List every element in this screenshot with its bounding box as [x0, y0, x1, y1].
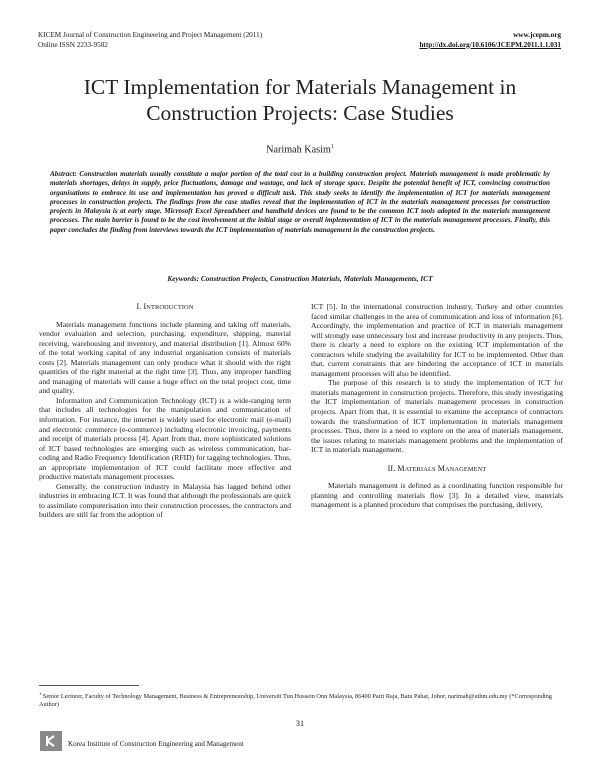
journal-name: KICEM Journal of Construction Engineering and Project Management (2011): [38, 31, 263, 39]
footnote-text: Senior Lecturer, Faculty of Technology Management, Business & Entrepreneurship, Universiti Tun Hussein Onn Malaysia, 86400 Parit Raja, Batu Pahat, Johor, narimah@uthm.edu.my (*Corresponding Author): [39, 693, 552, 709]
doi-link[interactable]: http://dx.doi.org/10.6106/JCEPM.2011.1.1.031: [419, 40, 561, 49]
author-footnote-mark: 1: [330, 144, 334, 150]
paragraph: Materials management is defined as a coordinating function responsible for planning and controlling materials flow [3]. In a detailed view, materials management is a planned procedure that comprises the purchasing, delivery,: [311, 481, 563, 510]
section-heading-materials-management: [311, 464, 563, 475]
section-initial: M: [397, 463, 405, 473]
title-line-1: ICT Implementation for Materials Management in: [83, 75, 517, 99]
journal-issn: Online ISSN 2233-9582: [38, 40, 108, 49]
footnote: [39, 690, 561, 710]
right-column: [311, 302, 563, 510]
publisher-name: Korea Institute of Construction Engineering and Management: [68, 740, 244, 748]
paragraph: ICT [5]. In the international construction industry, Turkey and other countries faced similar challenges in the area of communication and loss of information [6]. Accordingly, the implementation and practice of ICT in materials management will strongly ease unnecessary lost and increase productivity in any projects. Thus, there is clearly a need to explore on the existing ICT implementation of the contractors while studying the availability for ICT to be implemented. Other than that, current constraints that are hindering the acceptance of ICT in materials management processes will also be identified.: [311, 302, 563, 378]
keywords-text: Construction Projects, Construction Materials, Materials Managements, ICT: [200, 274, 433, 283]
left-column: [39, 302, 291, 520]
section-rest: NTRODUCTION: [146, 304, 194, 311]
footnote-rule: [39, 685, 139, 686]
abstract-text: Construction materials usually constitute a major portion of the total cost in a building construction project. Materials management is made problematic by materials shortages, delays in supply, price fluctuations, damage and wastage, and lack of storage space. Despite the potential benefit of ICT, convincing construction organisations to embrace its use and implementation has proved a difficult task. This study seeks to identify the implementation of ICT for materials management processes in construction projects. The findings from the case studies reveal that the implementation of ICT in the materials management processes for construction projects in Malaysia is at early stage. Microsoft Excel Spreadsheet and handheld devices are found to be the common ICT tools adopted in the materials management processes. The main barrier is found to be the cost involvement at the initial stage or overall implementation of ICT in the materials management processes. Finally, this paper concludes the finding from interviews towards the ICT implementation of materials management in the construction projects.: [50, 170, 550, 234]
page-number: 31: [295, 719, 305, 728]
section-rest: ANAGEMENT: [444, 465, 487, 473]
keywords: [0, 274, 600, 283]
logo-mark-icon: [44, 734, 58, 748]
section-number: I.: [136, 302, 142, 311]
section-heading-introduction: [39, 302, 291, 313]
paragraph: The purpose of this research is to study the implementation of ICT for materials management in construction projects. Therefore, this study investigating the ICT implementation of materials management processes in construction projects. Apart from that, it is essential to examine the acceptance of contractors towards the transformation of ICT implementation in materials management processes. Thus, there is a need to explore on the area of materials management, the issues relating to materials management problems and the implementation of ICT in materials management.: [311, 378, 563, 455]
journal-header: [38, 31, 262, 50]
paragraph: Generally, the construction industry in Malaysia has lagged behind other industries in embracing ICT. It was found that although the professionals are quick to assimilate computerisation into their construction processes, the contractors and builders are still far from the adoption of: [39, 481, 291, 520]
section-rest: ATERIALS: [404, 465, 436, 473]
abstract: [50, 170, 550, 235]
section-number: II.: [387, 463, 396, 473]
paragraph: Materials management functions include planning and taking off materials, vendor evaluation and selection, purchasing, expenditure, shipping, material receiving, warehousing and inventory, and material distribution [1]. Almost 60% of the total working capital of any industrial organisation consists of materials costs [2]. Materials management can only produce what it should with the right quantities of the right material at the right time [3]. Thus, any improper handling and managing of materials will cause a huge effect on the total project cost, time and quality.: [39, 319, 291, 396]
footnote-mark: 1: [39, 691, 42, 696]
website-link[interactable]: www.jcepm.org: [513, 31, 561, 39]
author: [0, 144, 600, 155]
abstract-label: Abstract:: [50, 170, 77, 178]
journal-links: [419, 31, 561, 50]
kicem-logo-icon: [40, 731, 62, 751]
keywords-label: Keywords:: [167, 274, 200, 283]
paragraph: Information and Communication Technology (ICT) is a wide-ranging term that includes all technologies for the manipulation and communication of information. For instance, the internet is widely used for electronic mail (e-mail) and electronic commerce (e-commerce) including electronic invoicing, payments and receipt of materials process [4]. Apart from that, more sophisticated solutions of ICT based technologies are emerging such as wireless communication, bar-coding and Radio Frequency Identification (RFID) for tagging technologies. Thus, an appropriate implementation of ICT could facilitate more effective and productive materials management processes.: [39, 395, 291, 482]
section-initial: M: [437, 463, 445, 473]
title-line-2: Construction Projects: Case Studies: [146, 101, 454, 125]
section-initial: I: [143, 302, 147, 311]
author-name: Narimah Kasim: [266, 144, 331, 156]
paper-title: [40, 74, 560, 126]
